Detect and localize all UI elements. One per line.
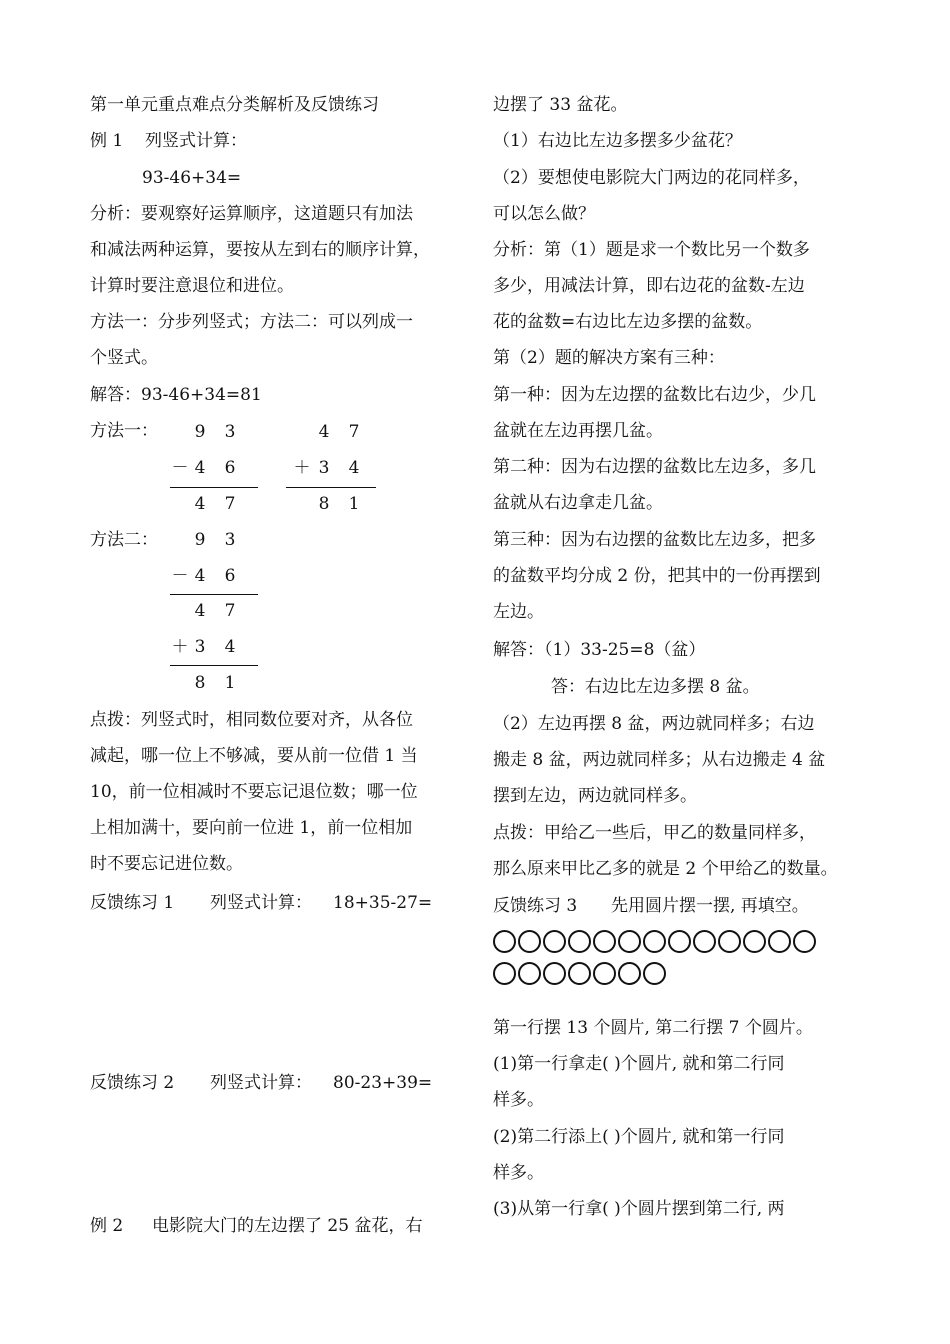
circle-chip: [543, 930, 566, 953]
circle-chip: [643, 930, 666, 953]
example-2-label: 例 2: [90, 1216, 124, 1236]
answer-line: 答：右边比左边多摆 8 盆。: [551, 677, 760, 697]
circle-chip: [743, 930, 766, 953]
methods-line: 方法一：分步列竖式；方法二：可以列成一: [90, 312, 413, 332]
digit: 1: [224, 673, 236, 693]
feedback-2-label: 反馈练习 2: [90, 1073, 175, 1093]
circle-chip: [693, 930, 716, 953]
tip-line: 减起，哪一位上不够减，要从前一位借 1 当: [90, 746, 418, 766]
feedback-3-label: 反馈练习 3: [493, 896, 578, 916]
digit: 7: [224, 494, 236, 514]
circle-chip: [718, 930, 741, 953]
feedback-1-label: 反馈练习 1: [90, 893, 175, 913]
text-line: 可以怎么做？: [493, 204, 595, 224]
solution-line: 左边。: [493, 602, 544, 622]
page-title: 第一单元重点难点分类解析及反馈练习: [90, 95, 379, 115]
tip-line: 上相加满十，要向前一位进 1，前一位相加: [90, 818, 413, 838]
tip-line: 点拨：列竖式时，相同数位要对齐，从各位: [90, 710, 413, 730]
solution-line: 第一种：因为左边摆的盆数比右边少，少几: [493, 385, 816, 405]
digit: 3: [224, 530, 236, 550]
feedback-2-task: 列竖式计算：: [210, 1073, 312, 1093]
example-1-task: 列竖式计算：: [145, 131, 247, 151]
method-1-label: 方法一：: [90, 421, 158, 441]
digit: 4: [194, 458, 206, 478]
circle-chip: [668, 930, 691, 953]
solution-line: 盆就从右边拿走几盆。: [493, 493, 663, 513]
calc-rule: [170, 487, 258, 488]
fill-question-2: (2)第二行添上( )个圆片, 就和第一行同: [493, 1127, 785, 1147]
feedback-1-task: 列竖式计算：: [210, 893, 312, 913]
answer-line: 摆到左边，两边就同样多。: [493, 786, 697, 806]
digit: 6: [224, 458, 236, 478]
tip-line: 10，前一位相减时不要忘记退位数；哪一位: [90, 782, 418, 802]
circle-chip: [493, 930, 516, 953]
methods-line: 个竖式。: [90, 348, 158, 368]
answer-line: （2）左边再摆 8 盆，两边就同样多；右边: [493, 714, 815, 734]
digit: 4: [318, 422, 330, 442]
circle-row-2: [493, 962, 666, 985]
tip-line: 时不要忘记进位数。: [90, 854, 243, 874]
minus-sign: －: [171, 566, 189, 586]
circle-chip: [618, 930, 641, 953]
digit: 9: [194, 530, 206, 550]
calc-rule: [286, 487, 376, 488]
digit: 8: [194, 673, 206, 693]
fill-question-3: (3)从第一行拿( )个圆片摆到第二行, 两: [493, 1199, 785, 1219]
digit: 7: [224, 601, 236, 621]
example-2-text: 电影院大门的左边摆了 25 盆花，右: [152, 1216, 423, 1236]
digit: 6: [224, 566, 236, 586]
digit: 9: [194, 422, 206, 442]
feedback-3-task: 先用圆片摆一摆, 再填空。: [611, 896, 809, 916]
digit: 3: [224, 422, 236, 442]
answer-line: 解答：（1）33-25=8（盆）: [493, 640, 706, 660]
plus-sign: ＋: [293, 458, 311, 478]
minus-sign: －: [171, 458, 189, 478]
analysis-line: 多少，用减法计算，即右边花的盆数-左边: [493, 276, 805, 296]
circle-chip: [593, 930, 616, 953]
tip-line: 点拨：甲给乙一些后，甲乙的数量同样多，: [493, 823, 816, 843]
circle-chip: [643, 962, 666, 985]
question-1: （1）右边比左边多摆多少盆花？: [493, 131, 742, 151]
digit: 7: [348, 422, 360, 442]
digit: 4: [194, 494, 206, 514]
question-2: （2）要想使电影院大门两边的花同样多，: [493, 168, 810, 188]
analysis-line: 分析：第（1）题是求一个数比另一个数多: [493, 240, 810, 260]
answer-line: 解答：93-46+34=81: [90, 385, 262, 405]
digit: 4: [224, 637, 236, 657]
circle-chip: [543, 962, 566, 985]
circle-chip: [568, 930, 591, 953]
circle-chip: [768, 930, 791, 953]
solution-line: 第三种：因为右边摆的盆数比左边多，把多: [493, 530, 816, 550]
digit: 8: [318, 494, 330, 514]
solution-line: 的盆数平均分成 2 份，把其中的一份再摆到: [493, 566, 821, 586]
text-line: 样多。: [493, 1163, 544, 1183]
text-line: 第一行摆 13 个圆片, 第二行摆 7 个圆片。: [493, 1018, 813, 1038]
analysis-line: 花的盆数=右边比左边多摆的盆数。: [493, 312, 763, 332]
digit: 3: [318, 458, 330, 478]
fill-question-1: (1)第一行拿走( )个圆片, 就和第二行同: [493, 1054, 785, 1074]
method-2-label: 方法二：: [90, 530, 158, 550]
analysis-line: 计算时要注意退位和进位。: [90, 276, 294, 296]
digit: 4: [194, 601, 206, 621]
circle-row-1: [493, 930, 816, 953]
circle-chip: [593, 962, 616, 985]
text-line: 边摆了 33 盆花。: [493, 95, 628, 115]
feedback-2-expression: 80-23+39=: [333, 1073, 433, 1093]
digit: 3: [194, 637, 206, 657]
feedback-1-expression: 18+35-27=: [333, 893, 433, 913]
solution-line: 盆就在左边再摆几盆。: [493, 421, 663, 441]
plus-sign: ＋: [171, 637, 189, 657]
calc-rule: [170, 594, 258, 595]
circle-chip: [518, 962, 541, 985]
solution-line: 第二种：因为右边摆的盆数比左边多，多几: [493, 457, 816, 477]
answer-line: 搬走 8 盆，两边就同样多；从右边搬走 4 盆: [493, 750, 826, 770]
circle-chip: [618, 962, 641, 985]
tip-line: 那么原来甲比乙多的就是 2 个甲给乙的数量。: [493, 859, 838, 879]
example-1-label: 例 1: [90, 131, 124, 151]
analysis-line: 分析：要观察好运算顺序，这道题只有加法: [90, 204, 413, 224]
circle-chip: [793, 930, 816, 953]
digit: 1: [348, 494, 360, 514]
calc-rule: [170, 665, 258, 666]
digit: 4: [348, 458, 360, 478]
example-1-expression: 93-46+34=: [142, 168, 242, 188]
digit: 4: [194, 566, 206, 586]
text-line: 样多。: [493, 1090, 544, 1110]
circle-chip: [568, 962, 591, 985]
circle-chip: [518, 930, 541, 953]
analysis-line: 和减法两种运算，要按从左到右的顺序计算，: [90, 240, 430, 260]
solutions-intro: 第（2）题的解决方案有三种：: [493, 348, 725, 368]
circle-chip: [493, 962, 516, 985]
